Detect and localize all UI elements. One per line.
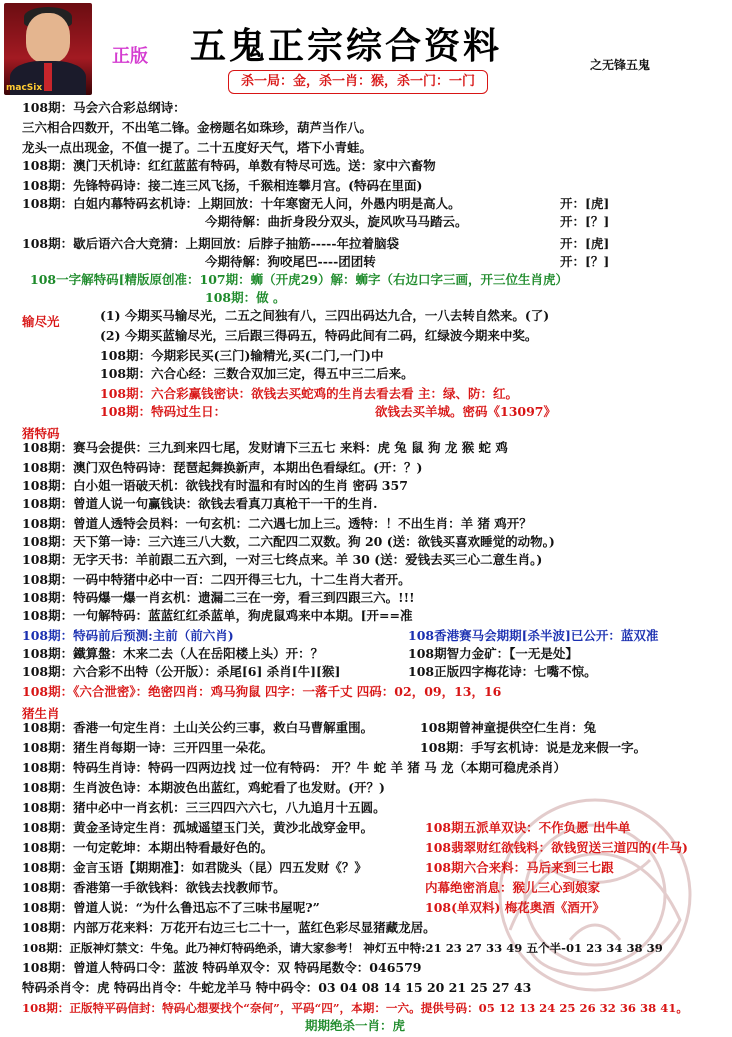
line-macau-poem: 108期：澳门天机诗：红红蓝蓝有特码，单数有特尽可选。送：家中六畜物	[22, 158, 436, 173]
line-pioneer-poem: 108期：先锋特码诗：接二连三风飞扬，千猴相连攀月宫。(特码在里面)	[22, 178, 423, 193]
section-pig-code: 猪特码	[22, 426, 60, 441]
line-baijie-pending: 今期待解：曲折身段分双头，旋风吹马马踏云。	[205, 214, 468, 229]
line-insider-news: 内幕绝密消息：猴儿三心到娘家	[425, 880, 601, 895]
line-handwritten: 108期：手写玄机诗：说是龙来假一字。	[420, 740, 647, 755]
line-first-poem: 108期：天下第一诗：三六连三八大数，二六配四二双数。狗 20 (送：欲钱买喜欢睡觉的动物。)	[22, 534, 555, 549]
line-iron-abacus: 108期：鐵算盤：木来二去（人在岳阳楼上头）开：？	[22, 646, 324, 661]
line-xiehouyu-pending-result: 开：[？]	[560, 254, 610, 269]
line-birthday-code: 欲钱去买羊城。密码《13097》	[375, 404, 556, 419]
line-zengdaoren-member: 108期：曾道人透特会员料：一句玄机：二六遇七加上三。透特：！不出生肖：羊 猪 鸡开？	[22, 516, 532, 531]
line-xiehouyu: 108期：歇后语六合大竞猜：上期回放：后脖子抽筋-----年拉着脑袋	[22, 236, 400, 251]
line-hk-half-wave: 108香港赛马会期期[杀半波]已公开：蓝双准	[408, 628, 659, 643]
line-lamp-ban: 108期：正版神灯禁文：牛兔。此乃神灯特码绝杀，请大家参考！ 神灯五中特:21 23 27 33 49 五个半-01 23 34 38 39	[22, 941, 663, 955]
line-zodiac-poem: 108期：特码生肖诗：特码一四两边找 过一位有特码： 开？牛 蛇 羊 猪 马 龙（本期可稳虎杀肖）	[22, 760, 567, 775]
line-kill-zodiac: 期期绝杀一肖：虎	[305, 1018, 406, 1033]
line-hk-first-hand: 108期：香港第一手欲钱料：欲钱去找教师节。	[22, 880, 286, 895]
line-five-sect: 108期五派单双诀：不作负愿 出牛单	[425, 820, 631, 835]
line-baijie-pending-result: 开：[？]	[560, 214, 610, 229]
line-horse-club: 108期：赛马会提供：三九到来四七尾，发财请下三五七 来料：虎 兔 鼠 狗 龙 猴 蛇 鸡	[22, 440, 508, 455]
line-no-special: 108期：六合彩不出特（公开版）：杀尾[6] 杀肖[牛][猴]	[22, 664, 341, 679]
line-forecast: 108期：特码前后预测:主前（前六肖)	[22, 628, 234, 643]
line-heart-sutra: 108期：六合心经：三数合双加三定，得五中三二后来。	[100, 366, 414, 381]
line-xiehouyu-result: 开：[虎]	[560, 236, 610, 251]
line-qiankun: 108期：一句定乾坤：本期出特看最好色的。	[22, 840, 274, 855]
line-envelope: 108期：正版特平码信封：特码心想要找个“奈何”，平码“四”，本期：一六。提供号码：05 12 13 24 25 26 32 36 38 41。	[22, 1001, 688, 1015]
edition-label: 正版	[112, 46, 148, 67]
line-password: 108期：曾道人特码口令：蓝波 特码单双令：双 特码尾数令：046579	[22, 960, 422, 975]
line-horse-poem: 108期：马会六合彩总纲诗：	[22, 100, 186, 115]
photo-watermark: macSix	[6, 83, 43, 93]
line-wordless-book: 108期：无字天书：羊前跟二五六到，一对三七终点来。羊 30 (送：爱钱去买三心二意生肖。)	[22, 552, 543, 567]
line-lu-xun: 108期：曾道人说：“为什么鲁迅忘不了三味书屋呢?”	[22, 900, 320, 915]
line-baijie-poem: 108期：白姐内幕特码玄机诗：上期回放：十年寒窗无人问，外愚内明是高人。	[22, 196, 461, 211]
line-boom-code: 108期：特码爆一爆一肖玄机：遗漏二三在一旁，看三到四跟三六。!!!	[22, 590, 415, 605]
line-gold-mine: 108期智力金矿：【一无是处】	[408, 646, 578, 661]
line-pig-must: 108期：猪中必中一肖玄机：三三四四六六七，八九追月十五圆。	[22, 800, 386, 815]
line-lose-poem-1: (1) 今期买马输尽光，二五之间独有八，三四出码达九合，一八去转自然来。(了)	[100, 308, 550, 323]
line-hk-zodiac: 108期：香港一句定生肖：土山关公约三事，救白马曹解重围。	[22, 720, 374, 735]
line-odd-even: 108(单双料) 梅花奥酒《酒开》	[425, 900, 605, 915]
line-prodigy-zodiac: 108期曾神童提供空仁生肖：兔	[420, 720, 597, 735]
author-photo	[4, 3, 92, 95]
page-title: 五鬼正宗综合资料	[190, 25, 503, 67]
line-macau-color: 108期：澳门双色特码诗：琵琶起舞换新声，本期出色看绿红。(开：？)	[22, 460, 423, 475]
line-kill-order: 特码杀肖令：虎 特码出肖令：牛蛇龙羊马 特中码令：03 04 08 14 15 20 21 25 27 43	[22, 980, 532, 995]
line-wave-color: 108期：生肖波色诗：本期波色出蓝红，鸡蛇看了也发财。(开？)	[22, 780, 385, 795]
section-pig-zodiac: 猪生肖	[22, 706, 60, 721]
line-jade-money: 108翡翠财红欲钱料：欲钱贸送三道四的(牛马)	[425, 840, 688, 855]
line-baixiaojie: 108期：白小姐一语破天机：欲钱找有时温和有时凶的生肖 密码 357	[22, 478, 408, 493]
line-xiehouyu-pending: 今期待解：狗咬尾巴----团团转	[205, 254, 376, 269]
line-lose-poem-2: (2) 今期买蓝输尽光，三后跟三得码五，特码此间有二码，红绿波今期来中奖。	[100, 328, 538, 343]
line-zengdaoren-win: 108期：曾道人说一句赢钱诀：欲钱去看真刀真枪干一干的生肖.	[22, 496, 378, 511]
line-plum-poem: 108正版四字梅花诗：七嘴不惊。	[408, 664, 597, 679]
line-win-secret: 108期：六合彩赢钱密诀：欲钱去买蛇鸡的生肖去看去看 主：绿、防：红。	[100, 386, 518, 401]
line-poem-2: 龙头一点出现金，不值一提了。二十五度好天气，塔下小青蛙。	[22, 140, 373, 155]
line-one-sentence: 108期：一句解特码：蓝蓝红红杀蓝单，狗虎鼠鸡来中本期。[开==准	[22, 608, 413, 623]
author-name: 之无锋五鬼	[590, 58, 651, 72]
section-shuxiguang: 输尽光	[22, 314, 60, 329]
line-poem-1: 三六相合四数开，不出笔二锋。金榜题名如珠珍，葫芦当作八。	[22, 120, 373, 135]
line-golden-words: 108期：金言玉语【期期准】：如君陇头（昆）四五发财《？》	[22, 860, 367, 875]
line-pig-poem: 108期：猪生肖每期一诗：三开四里一朵花。	[22, 740, 274, 755]
kill-slogan-banner: 杀一局：金，杀一肖：猴，杀一门：一门	[228, 70, 488, 94]
line-golden-poem: 108期：黄金圣诗定生肖：孤城遥望玉门关，黄沙北战穿金甲。	[22, 820, 374, 835]
line-birthday: 108期：特码过生日：	[100, 404, 227, 419]
line-inner-flowers: 108期：内部万花来料：万花开右边三七二十一，蓝红色彩尽显猪藏龙居。	[22, 920, 436, 935]
line-one-code: 108期：一码中特猪中必中一百：二四开得三七九，十二生肖大者开。	[22, 572, 411, 587]
line-lose-doors: 108期：今期彩民买(三门)输精光,买(二门,一门)中	[100, 348, 384, 363]
line-six-harmony: 108期六合来料：马后来到三七跟	[425, 860, 614, 875]
line-leak-secret: 108期：《六合泄密》：绝密四肖：鸡马狗鼠 四字：一落千丈 四码：02，09，13，16	[22, 684, 502, 699]
line-baijie-result: 开：[虎]	[560, 196, 610, 211]
line-one-char-code: 108一字解特码[精版原创准：107期：蛳（开虎29）解：蛳字（右边口字三画，开三位生肖虎）	[30, 272, 568, 287]
line-one-char-answer: 108期：做 。	[205, 290, 286, 305]
